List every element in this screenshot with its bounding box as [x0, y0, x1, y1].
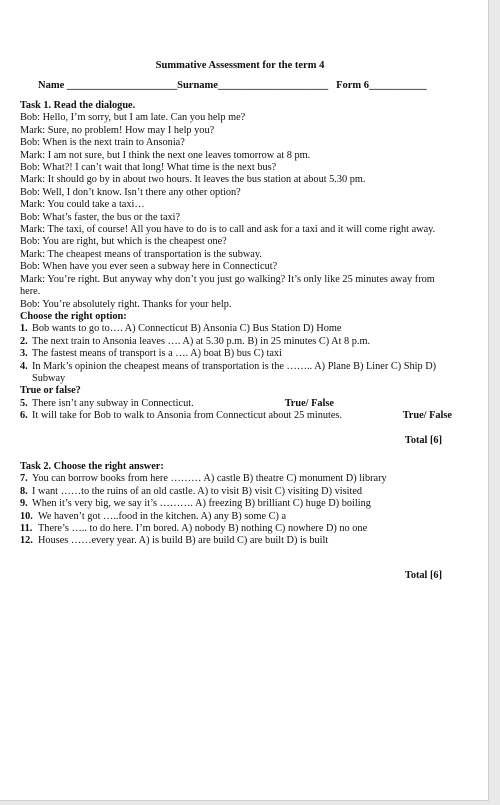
question-number: 4. — [20, 360, 28, 372]
dialogue-line: Mark: I am not sure, but I think the next one leaves tomorrow at 8 pm. — [20, 149, 311, 161]
true-false-heading: True or false? — [20, 385, 81, 397]
question-item — [20, 511, 452, 523]
dialogue-line: Bob: What’s faster, the bus or the taxi? — [20, 211, 181, 223]
question-number: 3. — [20, 348, 28, 360]
choose-option-heading: Choose the right option: — [20, 310, 127, 322]
task2-heading: Task 2. Choose the right answer: — [20, 460, 164, 472]
dialogue-line: Bob: Hello, I’m sorry, but I am late. Can you help me? — [20, 112, 246, 124]
question-number: 8. — [20, 485, 28, 497]
task1-total: Total [6] — [404, 434, 442, 446]
question-item — [20, 486, 452, 498]
dialogue-line: Bob: You’re absolutely right. Thanks for your help. — [20, 298, 232, 310]
student-info-line — [38, 80, 448, 91]
question-text: Bob wants to go to…. A) Connecticut B) Ansonia C) Bus Station D) Home — [32, 323, 342, 335]
question-number: 1. — [20, 323, 28, 335]
dialogue-line: Mark: The cheapest means of transportation is the subway. — [20, 248, 262, 260]
assessment-content — [20, 100, 452, 582]
name-field-label: Name _____________________ — [38, 80, 178, 91]
question-text: Houses ……every year. A) is build B) are build C) are built D) is built — [38, 535, 329, 547]
surname-field-label: Surname_____________________ — [177, 80, 329, 91]
dialogue-line: Bob: Well, I don’t know. Isn’t there any other option? — [20, 186, 241, 198]
question-number: 5. — [20, 397, 28, 409]
task1-heading: Task 1. Read the dialogue. — [20, 100, 136, 111]
form-field-label: Form 6___________ — [336, 80, 427, 91]
dialogue-line: Bob: What?! I can’t wait that long! What time is the next bus? — [20, 162, 277, 174]
question-text: When it’s very big, we say it’s ………. A) freezing B) brilliant C) huge D) boiling — [32, 498, 371, 510]
question-number: 10. — [20, 510, 33, 522]
page-title: Summative Assessment for the term 4 — [155, 60, 325, 71]
question-item — [20, 523, 452, 535]
question-text: In Mark’s opinion the cheapest means of transportation is the …….. A) Plane B) Liner C) Ship D) Subway — [32, 360, 437, 384]
dialogue-line: Mark: You could take a taxi… — [20, 199, 145, 211]
true-false-item — [20, 410, 452, 422]
question-text: There isn’t any subway in Connecticut. — [32, 397, 194, 409]
task2-total: Total [6] — [404, 569, 442, 581]
true-false-item — [20, 398, 452, 410]
question-item — [20, 336, 452, 348]
question-item — [20, 323, 452, 335]
question-number: 12. — [20, 535, 33, 547]
question-item — [20, 473, 452, 485]
question-number: 7. — [20, 473, 28, 485]
question-text: We haven’t got …..food in the kitchen. A) any B) some C) a — [38, 510, 287, 522]
question-item — [20, 348, 452, 360]
question-number: 9. — [20, 498, 28, 510]
question-item — [20, 498, 452, 510]
question-text: You can borrow books from here ……… A) castle B) theatre C) monument D) library — [32, 473, 387, 485]
question-text: The next train to Ansonia leaves …. A) at 5.30 p.m. B) in 25 minutes C) At 8 p.m. — [32, 335, 371, 347]
dialogue-line: Mark: Sure, no problem! How may I help you? — [20, 124, 215, 136]
question-number: 6. — [20, 410, 28, 422]
true-false-choice: True/ False — [284, 397, 334, 409]
true-false-choice: True/ False — [402, 410, 452, 422]
dialogue-line: Bob: When have you ever seen a subway here in Connecticut? — [20, 261, 278, 273]
question-text: There’s ….. to do here. I’m bored. A) nobody B) nothing C) nowhere D) no one — [38, 523, 368, 534]
question-text: The fastest means of transport is a …. A) boat B) bus C) taxi — [32, 348, 282, 360]
question-item — [20, 535, 452, 547]
question-text: I want ……to the ruins of an old castle. A) to visit B) visit C) visiting D) visited — [32, 485, 363, 497]
question-number: 2. — [20, 335, 28, 347]
dialogue-line: Mark: It should go by in about two hours. It leaves the bus station at about 5.30 pm. — [20, 174, 366, 186]
question-item — [20, 361, 452, 386]
dialogue-line: Bob: When is the next train to Ansonia? — [20, 137, 185, 149]
dialogue-line: Mark: The taxi, of course! All you have to do is to call and ask for a taxi and it will come right away. — [20, 224, 436, 236]
dialogue-line: Bob: You are right, but which is the cheapest one? — [20, 236, 227, 248]
question-text: It will take for Bob to walk to Ansonia from Connecticut about 25 minutes. — [32, 410, 343, 422]
dialogue-line: Mark: You’re right. But anyway why don’t you just go walking? It’s only like 25 minutes away from here. — [20, 273, 435, 298]
dialogue — [20, 112, 452, 311]
question-number: 11. — [20, 523, 33, 534]
